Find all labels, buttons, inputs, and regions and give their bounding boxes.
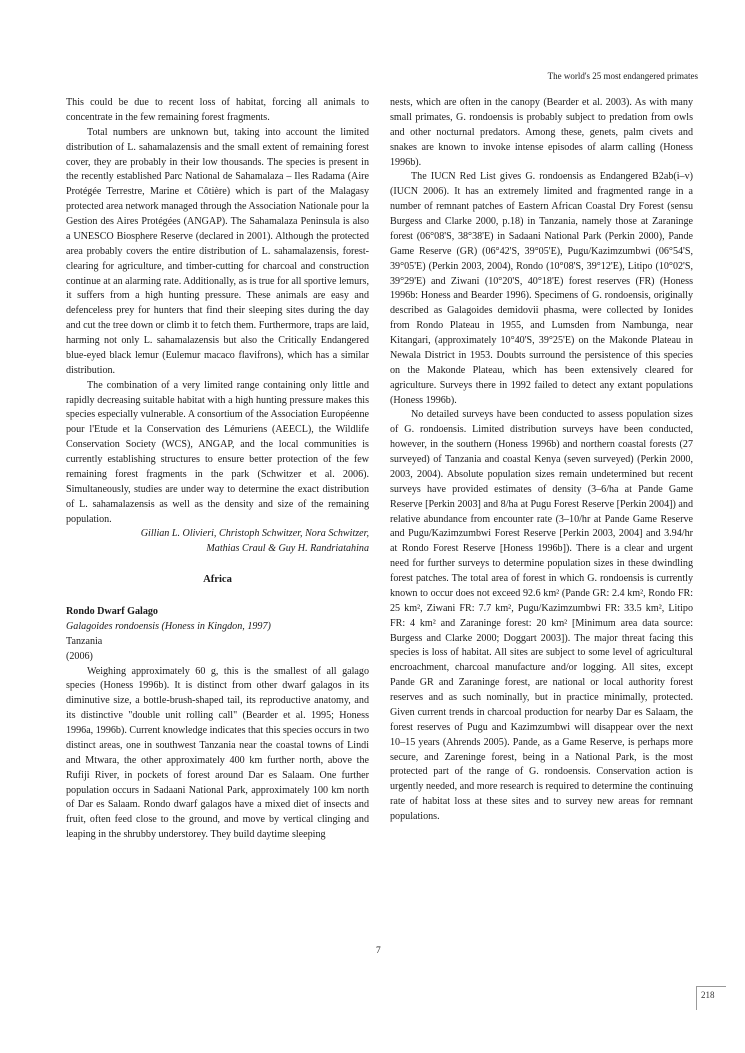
- authors-line: Mathias Craul & Guy H. Randriatahina: [206, 543, 369, 555]
- species-year: (2006): [66, 650, 93, 662]
- paragraph: Weighing approximately 60 g, this is the smallest of all galago species (Honess 1996b). It is distinct from other dwarf galagos in its diminutive size, a bottle-brush-shaped tail, its reproductive anatomy, and its distinctive "double unit rolling call" (Bearder et al. 1995; Honess 1996a, 1996b). Current knowledge indicates that this species occurs in two distinct areas, one in southwest Tanzania near the coastal towns of Lindi and Mtwara, the other approximately 400 km further north, above the Rufiji River, in pockets of forest around Dar es Salaam. One further population occurs in Sadaani National Park, approximately 100 km north of Dar es Salaam. Rondo dwarf galagos have a mixed diet of insects and fruit, often feed close to the ground, and move by vertical clinging and leaping in the shrubby understorey. They build daytime sleeping: [66, 665, 369, 841]
- section-heading: Africa: [203, 574, 232, 586]
- species-country: Tanzania: [66, 635, 103, 647]
- authors-line: Gillian L. Olivieri, Christoph Schwitzer, Nora Schwitzer,: [140, 528, 369, 540]
- paragraph: The IUCN Red List gives G. rondoensis as Endangered B2ab(i–v) (IUCN 2006). It has an extremely limited and fragmented range in a number of remnant patches of Eastern African Coastal Dry Forest (sensu Burgess and Clarke 2000, p.18) in Tanzania, namely those at Zaraninge forest (06°08'S, 38°38'E) in Sadaani National Park (Perkin 2000), Pande Game Reserve (GR) (06°42'S, 39°05'E), Pugu/Kazimzumbwi (06°54'S, 39°05'E) (Perkin 2003, 2004), Rondo (10°08'S, 39°12'E), Litipo (10°02'S, 39°29'E) and Ziwani (10°20'S, 40°18'E) forest reserves (FR) (Honess 1996b: Honess and Bearder 1996). Specimens of G. rondoensis, originally described as Galagoides demidovii phasma, were collected by Ionides from Rondo Plateau in 1955, and Lumsden from Nambunga, near Kitangari, (approximately 10°40'S, 39°25'E) on the Makonde Plateau in Newala District in 1953. Doubts surround the persistence of this species on the Makonde Plateau, which has been extensively cleared for agriculture. Surveys there in 1992 failed to detect any extant populations (Honess 1996b).: [390, 171, 693, 406]
- author-credits: [66, 527, 369, 557]
- species-title: Rondo Dwarf Galago: [66, 606, 158, 617]
- paragraph: nests, which are often in the canopy (Bearder et al. 2003). As with many small primates, G. rondoensis is probably subject to predation from owls and other nocturnal predators. Among these, genets, palm civets and snakes are known to invoke intense episodes of alarm calling (Honess 1996b).: [390, 97, 693, 168]
- page-number: 7: [376, 946, 381, 956]
- left-column: [66, 96, 369, 843]
- paragraph: Total numbers are unknown but, taking into account the limited distribution of L. sahamalazensis and the small extent of remaining forest cover, they are probably in their low thousands. The species is present in the recently established Parc National de Sahamalaza – Iles Radama (Aire Protégée Terrestre, Marine et Côtière) which is part of the Malagasy protected area network managed through the Association Nationale pour la Gestion des Aires Protégées (ANGAP). The Sahamalaza Peninsula is also a UNESCO Biosphere Reserve (declared in 2001). Although the protected area probably covers the entire distribution of L. sahamalazensis, forest-clearing for agriculture, and timber-cutting for charcoal and construction continue at an alarming rate. Additionally, as is true for all sportive lemurs, it suffers from a high hunting pressure. These animals are easy and defenceless prey for hunters that find their sleeping sites during the day and cut the tree down or climb it to fetch them. Furthermore, traps are laid, harming not only L. sahamalazensis but also the Critically Endangered blue-eyed black lemur (Eulemur macaco flavifrons), which has a similar distribution.: [66, 126, 369, 376]
- paragraph: This could be due to recent loss of habitat, forcing all animals to concentrate in the few remaining forest fragments.: [66, 97, 369, 123]
- corner-page-number: 218: [701, 990, 715, 1000]
- right-column: [390, 96, 693, 825]
- running-title: The world's 25 most endangered primates: [547, 71, 698, 81]
- paragraph: No detailed surveys have been conducted to assess population sizes of G. rondoensis. Limited distribution surveys have been conducted, however, in the southern (Honess 1996b) and northern coastal forests (27 surveyed) of Tanzania and coastal Kenya (seven surveyed) (Perkin 2000, 2003, 2004). Absolute population sizes remain undetermined but recent surveys have provided estimates of density (3–6/ha at Pande Game Reserve [Perkin 2003] and 8/ha at Pugu Forest Reserve [Perkin 2004]) and relative abundance from encounter rate (3–10/hr at Pande Game Reserve and Pugu/Kazimzumbwi Forest Reserve [Perkin 2003, 2004] and 3.94/hr at Rondo Forest Reserve [Honess 1996b]). There is a clear and urgent need for further surveys to determine population sizes in these dwindling forest patches. The total area of forest in which G. rondoensis is currently known to occur does not exceed 92.6 km² (Pande GR: 2.4 km², Rondo FR: 25 km², Ziwani FR: 7.7 km², Pugu/Kazimzumbwi FR: 33.5 km², Litipo FR: 4 km² and Zaraninge forest: 20 km² [Minimum area data source: Burgess and Clarke 2000; Doggart 2003]). The major threat facing this species is loss of habitat. All sites are subject to some level of agricultural encroachment, charcoal manufacture and/or logging. All sites, except Pande GR and Zaraninge forest, are national or local authority forest reserves and as such nominally, but in practice minimally, protected. Given current trends in charcoal production for nearby Dar es Salaam, the forest reserves of Pugu and Kazimzumbwi will disappear over the next 10–15 years (Ahrends 2005). Pande, as a Game Reserve, is perhaps more secure, and Zareninge forest, being in a National Park, is the most protected part of the range of G. rondoensis. Conservation action is urgently needed, and more research is required to determine the continuing rate of habitat loss at these sites and to survey new areas for remnant populations.: [390, 409, 693, 822]
- paragraph: The combination of a very limited range containing only little and rapidly decreasing suitable habitat with a high hunting pressure makes this species especially vulnerable. A consortium of the Association Européenne pour l'Etude et la Conservation des Lémuriens (AEECL), the Wildlife Conservation Society (WCS), ANGAP, and the local communities is currently establishing structures to ensure better protection of the few remaining forest fragments in the park (Schwitzer et al. 2006). Simultaneously, studies are under way to determine the exact distribution of L. sahamalazensis as well as the density and size of the remaining population.: [66, 379, 369, 525]
- species-scientific-name: Galagoides rondoensis (Honess in Kingdon, 1997): [66, 620, 271, 632]
